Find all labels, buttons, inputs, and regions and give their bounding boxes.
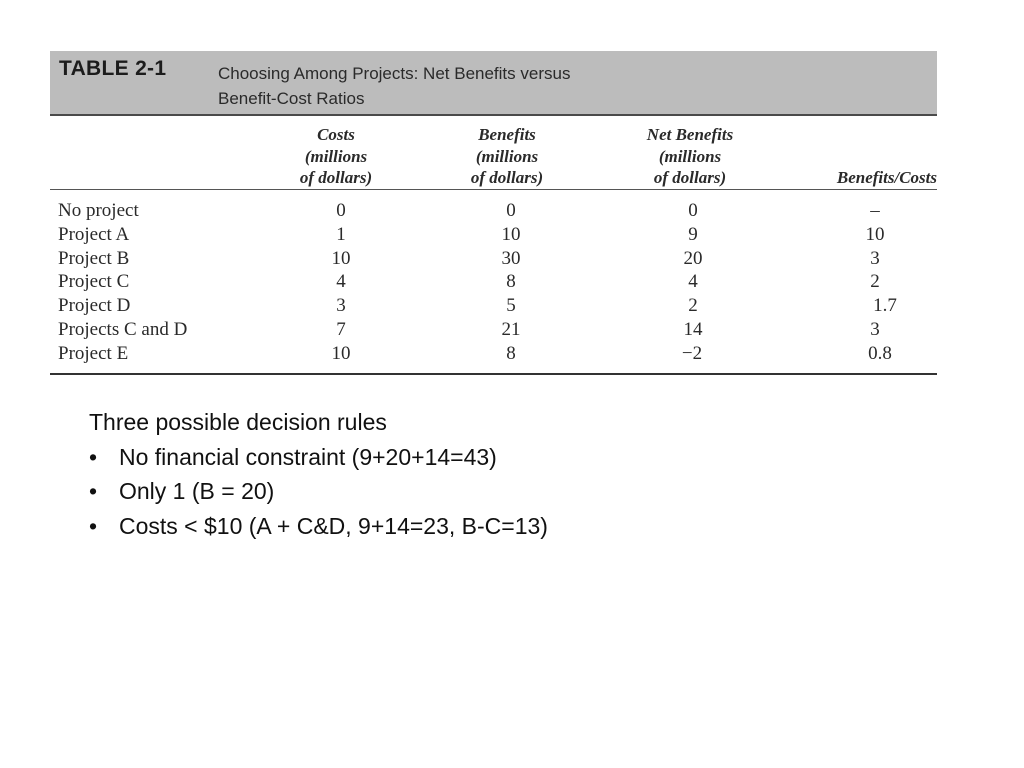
table-row [50, 199, 937, 223]
cell-net-benefits: −2 [681, 342, 703, 364]
cell-ratio: 10 [865, 223, 885, 245]
notes-heading: Three possible decision rules [89, 409, 387, 435]
row-name: No project [58, 200, 139, 221]
cell-net-benefits: 9 [688, 223, 698, 245]
table-row [50, 318, 937, 342]
column-header-line: Net Benefits [646, 125, 734, 144]
table-caption-line-1: Choosing Among Projects: Net Benefits versus [218, 64, 571, 83]
decision-rules-notes [89, 405, 548, 543]
table-row [50, 270, 937, 294]
cell-benefits: 0 [506, 200, 516, 221]
row-name: Project A [58, 223, 130, 245]
cell-benefits: 30 [501, 247, 521, 269]
cell-costs: 10 [331, 247, 351, 269]
row-name: Project B [58, 247, 130, 269]
column-header-line: Benefits/Costs [836, 168, 937, 187]
column-header-line: of dollars) [470, 168, 544, 187]
column-header-line: Costs [317, 125, 355, 144]
table-caption-line-2: Benefit-Cost Ratios [218, 89, 365, 108]
cell-costs: 10 [331, 342, 351, 364]
table-label: TABLE 2-1 [59, 57, 167, 80]
column-header-benefits [452, 124, 562, 189]
column-header-benefits-costs [787, 167, 937, 189]
bullet-icon: • [89, 512, 98, 539]
cell-benefits: 8 [506, 271, 516, 293]
cell-benefits: 8 [506, 342, 516, 364]
table-caption [218, 61, 570, 111]
row-name: Project D [58, 295, 131, 317]
list-item [89, 440, 548, 475]
list-item-text: Costs < $10 (A + C&D, 9+14=23, B-C=13) [119, 512, 548, 539]
cell-ratio: 3 [870, 247, 880, 269]
cell-benefits: 5 [506, 295, 516, 317]
table-row [50, 247, 937, 271]
row-name: Project C [58, 271, 130, 293]
column-header-line: of dollars) [299, 168, 373, 187]
cell-costs: 3 [336, 295, 346, 317]
bullet-icon: • [89, 478, 98, 504]
bullet-icon: • [89, 443, 98, 470]
cell-ratio: 2 [870, 271, 880, 293]
table-2-1 [50, 51, 937, 375]
cell-costs: 4 [336, 271, 346, 293]
column-header-line: (millions [475, 146, 539, 166]
table-row [50, 342, 937, 366]
list-item [89, 509, 548, 544]
table-title-bar [50, 51, 937, 114]
list-item [89, 474, 548, 509]
table-bottom-rule [50, 373, 937, 375]
table-row [50, 223, 937, 247]
cell-net-benefits: 20 [683, 247, 703, 269]
cell-benefits: 21 [501, 318, 521, 340]
cell-ratio: 3 [870, 318, 880, 340]
column-header-line: Benefits [478, 125, 536, 144]
cell-net-benefits: 14 [683, 318, 703, 340]
cell-net-benefits: 2 [688, 295, 698, 317]
cell-costs: 0 [336, 200, 346, 221]
cell-net-benefits: 4 [688, 271, 698, 293]
cell-costs: 7 [336, 318, 346, 340]
list-item-text: Only 1 (B = 20) [119, 478, 275, 504]
cell-ratio: – [870, 200, 880, 221]
table-row [50, 294, 937, 318]
column-header-costs [288, 124, 384, 189]
column-header-line: of dollars) [653, 168, 727, 187]
column-header-net-benefits [625, 124, 755, 189]
cell-benefits: 10 [501, 223, 521, 245]
column-header-line: (millions [304, 146, 368, 166]
column-headers [50, 116, 937, 189]
cell-ratio: 1.7 [873, 295, 897, 317]
cell-costs: 1 [336, 223, 346, 245]
column-header-line: (millions [658, 146, 722, 166]
table-body [50, 190, 937, 369]
row-name: Projects C and D [58, 318, 188, 340]
cell-ratio: 0.8 [868, 342, 892, 364]
cell-net-benefits: 0 [688, 200, 698, 221]
row-name: Project E [58, 342, 129, 364]
list-item-text: No financial constraint (9+20+14=43) [119, 443, 497, 470]
